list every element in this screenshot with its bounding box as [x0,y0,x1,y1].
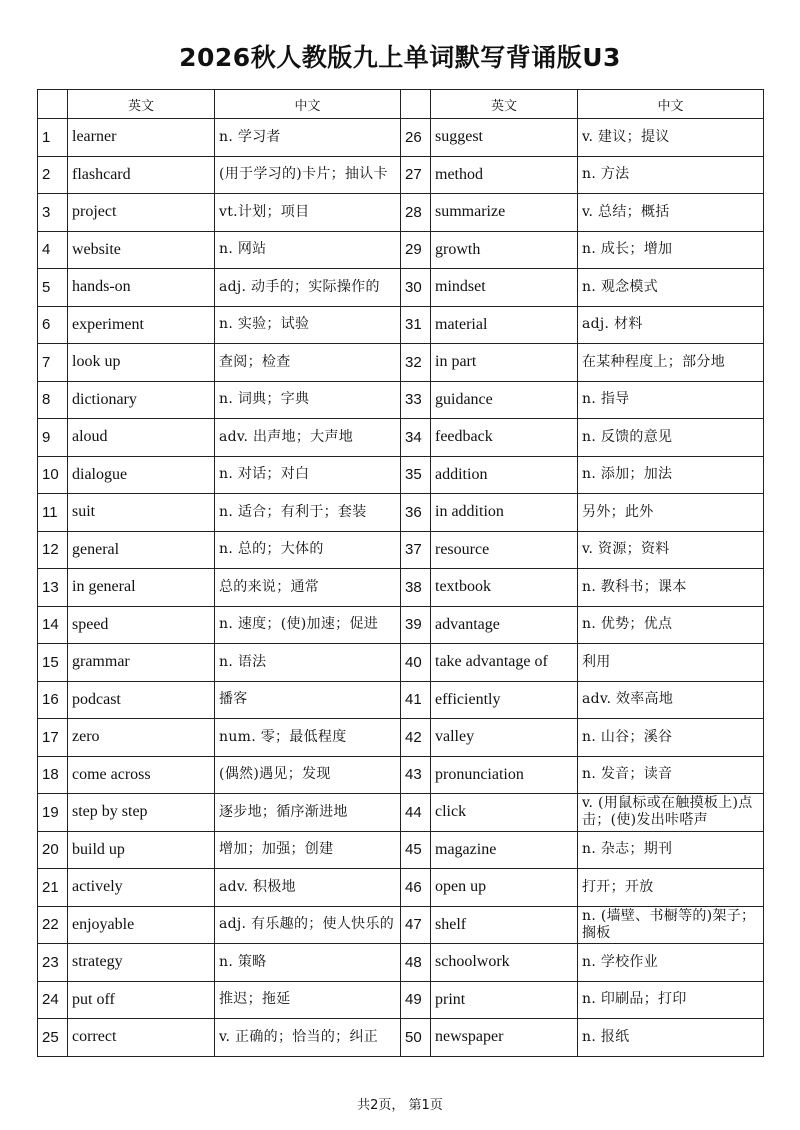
chinese-meaning: n. 山谷；溪谷 [578,719,764,757]
english-word: feedback [431,419,578,457]
english-word: material [431,306,578,344]
table-row [38,794,764,832]
word-number: 28 [401,194,431,232]
chinese-meaning: adv. 积极地 [215,869,401,907]
chinese-meaning: n. 成长；增加 [578,231,764,269]
word-number: 32 [401,344,431,382]
chinese-meaning: n. 网站 [215,231,401,269]
word-number: 24 [38,981,68,1019]
table-row [38,456,764,494]
word-number: 14 [38,606,68,644]
chinese-meaning: n. 教科书；课本 [578,569,764,607]
chinese-meaning: n. 学习者 [215,119,401,157]
word-number: 11 [38,494,68,532]
table-row [38,719,764,757]
chinese-meaning: 总的来说；通常 [215,569,401,607]
word-number: 6 [38,306,68,344]
chinese-meaning: n. 词典；字典 [215,381,401,419]
word-number: 19 [38,794,68,832]
english-word: podcast [68,681,215,719]
table-row [38,831,764,869]
chinese-meaning: v. 资源；资料 [578,531,764,569]
english-word: learner [68,119,215,157]
word-number: 37 [401,531,431,569]
english-word: experiment [68,306,215,344]
header-english-right: 英文 [431,90,578,119]
table-row [38,156,764,194]
page-footer: 共2页， 第1页 [357,1098,443,1113]
word-number: 44 [401,794,431,832]
table-row [38,944,764,982]
english-word: addition [431,456,578,494]
english-word: guidance [431,381,578,419]
word-number: 7 [38,344,68,382]
word-number: 4 [38,231,68,269]
word-number: 31 [401,306,431,344]
word-number: 39 [401,606,431,644]
english-word: magazine [431,831,578,869]
word-number: 36 [401,494,431,532]
chinese-meaning: 逐步地；循序渐进地 [215,794,401,832]
word-number: 30 [401,269,431,307]
table-row [38,569,764,607]
english-word: schoolwork [431,944,578,982]
chinese-meaning: (用于学习的)卡片；抽认卡 [215,156,401,194]
word-number: 46 [401,869,431,907]
word-number: 34 [401,419,431,457]
table-body [38,119,764,1057]
chinese-meaning: adv. 出声地；大声地 [215,419,401,457]
chinese-meaning: n. 观念模式 [578,269,764,307]
chinese-meaning: 推迟；拖延 [215,981,401,1019]
table-row [38,119,764,157]
english-word: in addition [431,494,578,532]
word-number: 29 [401,231,431,269]
word-number: 8 [38,381,68,419]
chinese-meaning: n. 反馈的意见 [578,419,764,457]
chinese-meaning: adj. 有乐趣的；使人快乐的 [215,906,401,944]
english-word: step by step [68,794,215,832]
english-word: build up [68,831,215,869]
word-number: 41 [401,681,431,719]
english-word: dialogue [68,456,215,494]
word-number: 27 [401,156,431,194]
english-word: suggest [431,119,578,157]
chinese-meaning: n. 报纸 [578,1019,764,1057]
word-number: 5 [38,269,68,307]
word-number: 17 [38,719,68,757]
chinese-meaning: v. 建议；提议 [578,119,764,157]
english-word: general [68,531,215,569]
chinese-meaning: 打开；开放 [578,869,764,907]
english-word: in general [68,569,215,607]
word-number: 40 [401,644,431,682]
english-word: strategy [68,944,215,982]
chinese-meaning: n. 优势；优点 [578,606,764,644]
chinese-meaning: vt.计划；项目 [215,194,401,232]
chinese-meaning: v. (用鼠标或在触摸板上)点击；(使)发出咔嗒声 [578,794,764,832]
chinese-meaning: adj. 动手的；实际操作的 [215,269,401,307]
word-number: 48 [401,944,431,982]
english-word: resource [431,531,578,569]
table-row [38,1019,764,1057]
english-word: efficiently [431,681,578,719]
chinese-meaning: 播客 [215,681,401,719]
english-word: advantage [431,606,578,644]
word-number: 22 [38,906,68,944]
english-word: pronunciation [431,756,578,794]
word-number: 12 [38,531,68,569]
english-word: project [68,194,215,232]
chinese-meaning: n. 指导 [578,381,764,419]
word-number: 10 [38,456,68,494]
table-row [38,906,764,944]
table-row [38,531,764,569]
word-number: 43 [401,756,431,794]
chinese-meaning: v. 总结；概括 [578,194,764,232]
english-word: website [68,231,215,269]
word-number: 20 [38,831,68,869]
english-word: method [431,156,578,194]
english-word: in part [431,344,578,382]
english-word: enjoyable [68,906,215,944]
english-word: summarize [431,194,578,232]
table-row [38,681,764,719]
english-word: suit [68,494,215,532]
english-word: put off [68,981,215,1019]
table-row [38,981,764,1019]
english-word: shelf [431,906,578,944]
table-row [38,494,764,532]
english-word: look up [68,344,215,382]
table-row [38,644,764,682]
english-word: actively [68,869,215,907]
table-row [38,381,764,419]
english-word: grammar [68,644,215,682]
english-word: valley [431,719,578,757]
word-number: 26 [401,119,431,157]
chinese-meaning: 另外；此外 [578,494,764,532]
english-word: dictionary [68,381,215,419]
english-word: aloud [68,419,215,457]
word-number: 15 [38,644,68,682]
english-word: textbook [431,569,578,607]
word-number: 18 [38,756,68,794]
english-word: speed [68,606,215,644]
word-number: 16 [38,681,68,719]
word-number: 23 [38,944,68,982]
english-word: zero [68,719,215,757]
word-number: 25 [38,1019,68,1057]
chinese-meaning: num. 零；最低程度 [215,719,401,757]
word-number: 45 [401,831,431,869]
english-word: flashcard [68,156,215,194]
chinese-meaning: n. 学校作业 [578,944,764,982]
english-word: newspaper [431,1019,578,1057]
english-word: mindset [431,269,578,307]
chinese-meaning: adv. 效率高地 [578,681,764,719]
chinese-meaning: (偶然)遇见；发现 [215,756,401,794]
chinese-meaning: 在某种程度上；部分地 [578,344,764,382]
chinese-meaning: n. 添加；加法 [578,456,764,494]
chinese-meaning: 利用 [578,644,764,682]
english-word: take advantage of [431,644,578,682]
chinese-meaning: n. 总的；大体的 [215,531,401,569]
word-number: 42 [401,719,431,757]
header-chinese-right: 中文 [578,90,764,119]
chinese-meaning: n. 策略 [215,944,401,982]
chinese-meaning: n. 杂志；期刊 [578,831,764,869]
english-word: print [431,981,578,1019]
table-row [38,419,764,457]
chinese-meaning: n. 方法 [578,156,764,194]
word-number: 9 [38,419,68,457]
header-number-left [38,90,68,119]
chinese-meaning: n. 发音；读音 [578,756,764,794]
table-row [38,606,764,644]
word-number: 47 [401,906,431,944]
chinese-meaning: n. 速度；(使)加速；促进 [215,606,401,644]
word-number: 3 [38,194,68,232]
word-number: 49 [401,981,431,1019]
english-word: click [431,794,578,832]
chinese-meaning: n. 适合；有利于；套装 [215,494,401,532]
chinese-meaning: adj. 材料 [578,306,764,344]
header-number-right [401,90,431,119]
english-word: come across [68,756,215,794]
page-title: 2026秋人教版九上单词默写背诵版U3 [179,43,621,72]
table-row [38,344,764,382]
vocabulary-table [37,89,764,1057]
chinese-meaning: n. 实验；试验 [215,306,401,344]
table-row [38,306,764,344]
chinese-meaning: n. 印刷品；打印 [578,981,764,1019]
header-chinese-left: 中文 [215,90,401,119]
english-word: growth [431,231,578,269]
table-row [38,869,764,907]
word-number: 2 [38,156,68,194]
table-row [38,269,764,307]
chinese-meaning: v. 正确的；恰当的；纠正 [215,1019,401,1057]
word-number: 1 [38,119,68,157]
word-number: 33 [401,381,431,419]
table-header-row [38,90,764,119]
word-number: 13 [38,569,68,607]
word-number: 35 [401,456,431,494]
english-word: open up [431,869,578,907]
chinese-meaning: 增加；加强；创建 [215,831,401,869]
english-word: correct [68,1019,215,1057]
chinese-meaning: n. 对话；对白 [215,456,401,494]
chinese-meaning: n. 语法 [215,644,401,682]
header-english-left: 英文 [68,90,215,119]
english-word: hands-on [68,269,215,307]
table-row [38,231,764,269]
word-number: 21 [38,869,68,907]
word-number: 38 [401,569,431,607]
table-row [38,194,764,232]
table-row [38,756,764,794]
word-number: 50 [401,1019,431,1057]
chinese-meaning: 查阅；检查 [215,344,401,382]
chinese-meaning: n. (墙壁、书橱等的)架子；搁板 [578,906,764,944]
